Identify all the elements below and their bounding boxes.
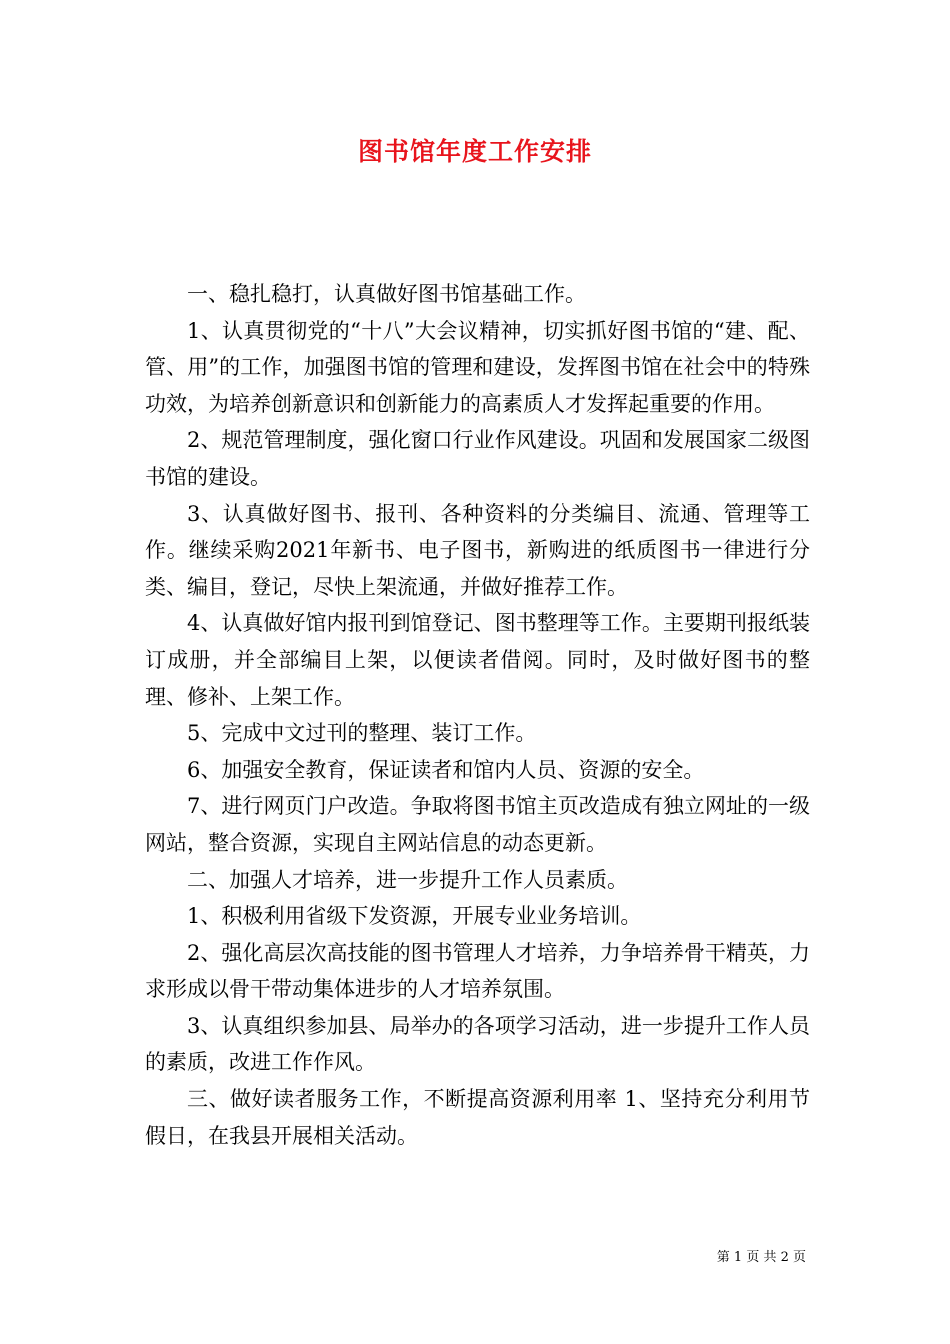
paragraph-item-1-3: 3、认真做好图书、报刊、各种资料的分类编目、流通、管理等工作。继续采购2021年新书、电子图书，新购进的纸质图书一律进行分类、编目，登记，尽快上架流通，并做好推荐工作。 [145,501,810,599]
paragraph-item-1-2: 2、规范管理制度，强化窗口行业作风建设。巩固和发展国家二级图书馆的建设。 [145,428,810,489]
paragraph-item-1-4: 4、认真做好馆内报刊到馆登记、图书整理等工作。主要期刊报纸装订成册，并全部编目上架，以便读者借阅。同时，及时做好图书的整理、修补、上架工作。 [145,611,810,709]
paragraph-section-3-heading: 三、做好读者服务工作，不断提高资源利用率 1、坚持充分利用节假日，在我县开展相关活动。 [145,1087,810,1148]
paragraph-item-2-1: 1、积极利用省级下发资源，开展专业业务培训。 [187,904,642,929]
page-title: 图书馆年度工作安排 [357,137,592,166]
paragraph-item-1-7: 7、进行网页门户改造。争取将图书馆主页改造成有独立网址的一级网站，整合资源，实现自主网站信息的动态更新。 [145,794,810,855]
paragraph-item-1-1: 1、认真贯彻党的“十八”大会议精神，切实抓好图书馆的“建、配、管、用”的工作，加强图书馆的管理和建设，发挥图书馆在社会中的特殊功效，为培养创新意识和创新能力的高素质人才发挥起重要的作用。 [145,318,810,416]
paragraph-section-1-heading: 一、稳扎稳打，认真做好图书馆基础工作。 [187,282,586,306]
paragraph-section-2-heading: 二、加强人才培养，进一步提升工作人员素质。 [187,867,628,892]
document-body [145,276,810,1154]
paragraph-item-1-5: 5、完成中文过刊的整理、装订工作。 [187,721,537,746]
paragraph-item-2-3: 3、认真组织参加县、局举办的各项学习活动，进一步提升工作人员的素质，改进工作作风。 [145,1013,810,1075]
paragraph-item-2-2: 2、强化高层次高技能的图书管理人才培养，力争培养骨干精英，力求形成以骨干带动集体进步的人才培养氛围。 [145,940,810,1002]
paragraph-item-1-6: 6、加强安全教育，保证读者和馆内人员、资源的安全。 [187,757,705,782]
page-indicator: 第 1 页 共 2 页 [716,1250,806,1265]
